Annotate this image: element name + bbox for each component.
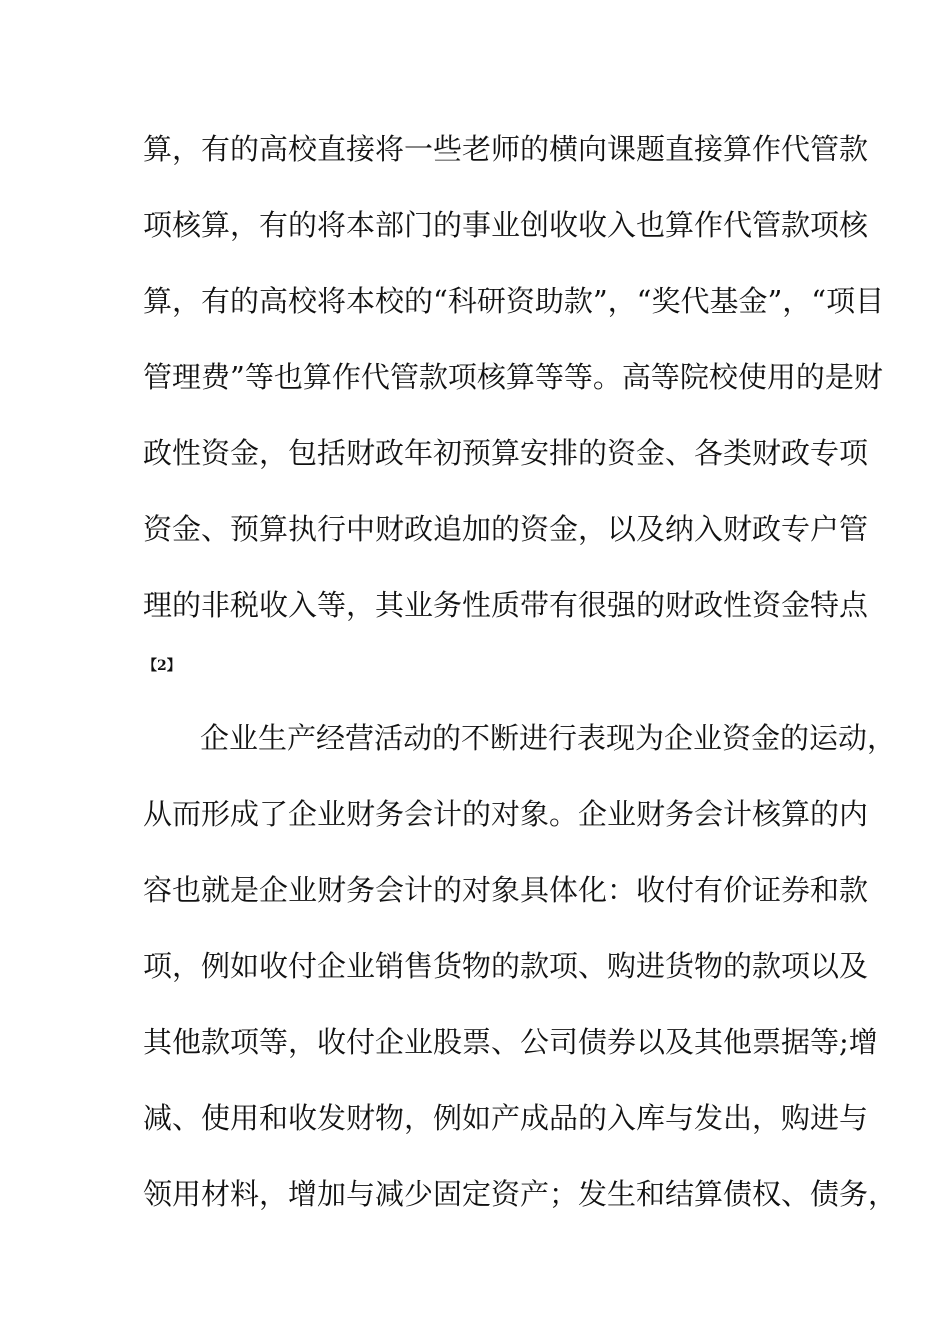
paragraph-1-line: 资金、预算执行中财政追加的资金，以及纳入财政专户管 xyxy=(143,512,869,546)
paragraph-2-line: 容也就是企业财务会计的对象具体化：收付有价证券和款 xyxy=(143,873,869,907)
paragraph-2-line: 项，例如收付企业销售货物的款项、购进货物的款项以及 xyxy=(143,949,869,983)
citation-marker: 【2】 xyxy=(143,658,181,674)
paragraph-1-line: 算，有的高校将本校的“科研资助款”，“奖代基金”，“项目 xyxy=(143,284,885,318)
paragraph-2-line: 领用材料，增加与减少固定资产；发生和结算债权、债务， xyxy=(143,1177,898,1211)
paragraph-1-line: 算，有的高校直接将一些老师的横向课题直接算作代管款 xyxy=(143,132,869,166)
paragraph-1-line: 理的非税收入等，其业务性质带有很强的财政性资金特点 xyxy=(143,588,869,622)
paragraph-1-line: 政性资金，包括财政年初预算安排的资金、各类财政专项 xyxy=(143,436,869,470)
paragraph-2-line: 企业生产经营活动的不断进行表现为企业资金的运动， xyxy=(200,721,897,755)
paragraph-2-line: 从而形成了企业财务会计的对象。企业财务会计核算的内 xyxy=(143,797,869,831)
paragraph-1-line: 管理费”等也算作代管款项核算等等。高等院校使用的是财 xyxy=(143,360,883,394)
paragraph-2-line: 其他款项等，收付企业股票、公司债券以及其他票据等;增 xyxy=(143,1025,878,1059)
paragraph-1-line: 项核算，有的将本部门的事业创收收入也算作代管款项核 xyxy=(143,208,869,242)
paragraph-2-line: 减、使用和收发财物，例如产成品的入库与发出，购进与 xyxy=(143,1101,869,1135)
